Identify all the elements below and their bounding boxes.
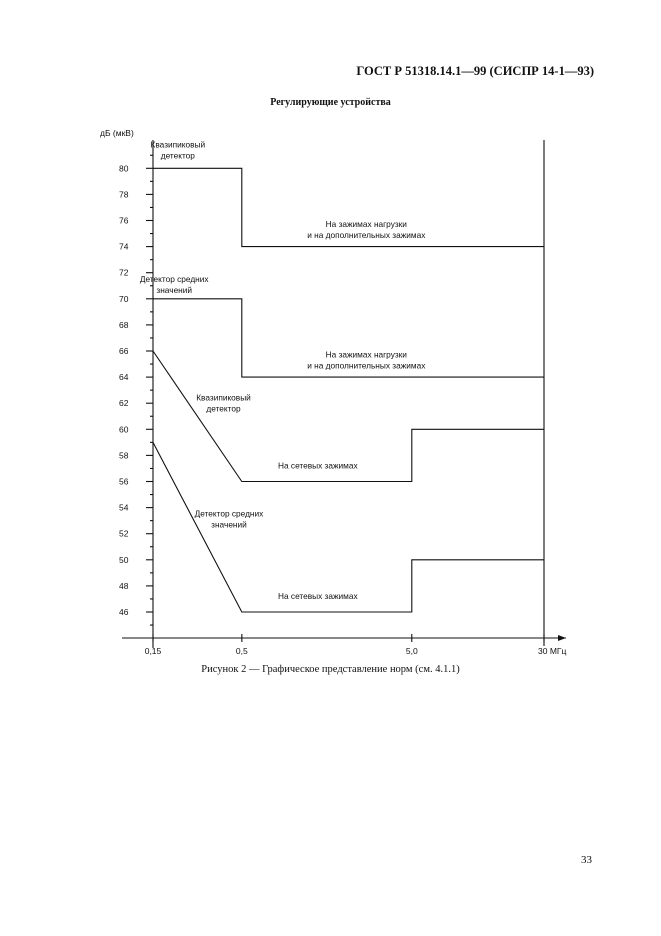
y-tick-label: 52 <box>119 528 129 539</box>
y-tick-label: 66 <box>119 346 129 356</box>
y-tick-label: 60 <box>119 424 129 435</box>
y-tick-label: 68 <box>119 319 129 330</box>
chart-axes <box>122 140 566 648</box>
annotation-text: На зажимах нагрузки <box>325 219 407 230</box>
annotation-text: детектор <box>206 403 241 414</box>
annotation-text: значений <box>211 519 247 530</box>
figure-caption: Рисунок 2 — Графическое представление норм (см. 4.1.1) <box>201 664 460 675</box>
y-tick-label: 54 <box>119 502 129 513</box>
annotation-text: и на дополнительных зажимах <box>307 360 426 371</box>
annotation-text: детектор <box>160 150 195 161</box>
y-tick-label: 76 <box>119 215 129 226</box>
y-tick-label: 48 <box>119 580 129 591</box>
y-tick-label: 62 <box>119 398 129 409</box>
chart-annotations <box>140 139 426 601</box>
annotation-text: На зажимах нагрузки <box>325 349 407 360</box>
annotation-text: Квазипиковый <box>196 392 251 403</box>
annotation-text: и на дополнительных зажимах <box>307 230 426 241</box>
y-tick-label: 70 <box>119 293 129 304</box>
page-number: 33 <box>581 854 592 866</box>
y-tick-label: 74 <box>119 241 129 252</box>
annotation-text: Квазипиковый <box>150 139 206 150</box>
annotation-text: На сетевых зажимах <box>278 590 358 601</box>
y-tick-label: 56 <box>119 476 129 487</box>
x-tick-label: 30 МГц <box>538 646 567 656</box>
annotation-text: значений <box>156 284 193 295</box>
annotation-text: На сетевых зажимах <box>278 460 358 471</box>
y-axis-label: дБ (мкВ) <box>100 128 134 138</box>
standard-header: ГОСТ Р 51318.14.1—99 (СИСПР 14-1—93) <box>356 64 594 78</box>
y-tick-label: 78 <box>119 189 129 200</box>
x-tick-label: 0,5 <box>235 646 248 656</box>
annotation-text: Детектор средних <box>194 508 264 519</box>
y-tick-label: 58 <box>119 450 129 461</box>
x-axis-arrow <box>558 635 566 641</box>
y-tick-label: 72 <box>119 267 129 278</box>
x-tick-label: 5,0 <box>405 646 418 656</box>
y-tick-label: 46 <box>119 607 129 617</box>
y-tick-label: 50 <box>119 554 129 565</box>
x-tick-label: 0,15 <box>144 646 162 656</box>
y-tick-label: 80 <box>119 163 129 174</box>
y-tick-label: 64 <box>119 372 129 383</box>
annotation-text: Детектор средних <box>139 273 209 284</box>
page-title: Регулирующие устройства <box>270 97 391 108</box>
